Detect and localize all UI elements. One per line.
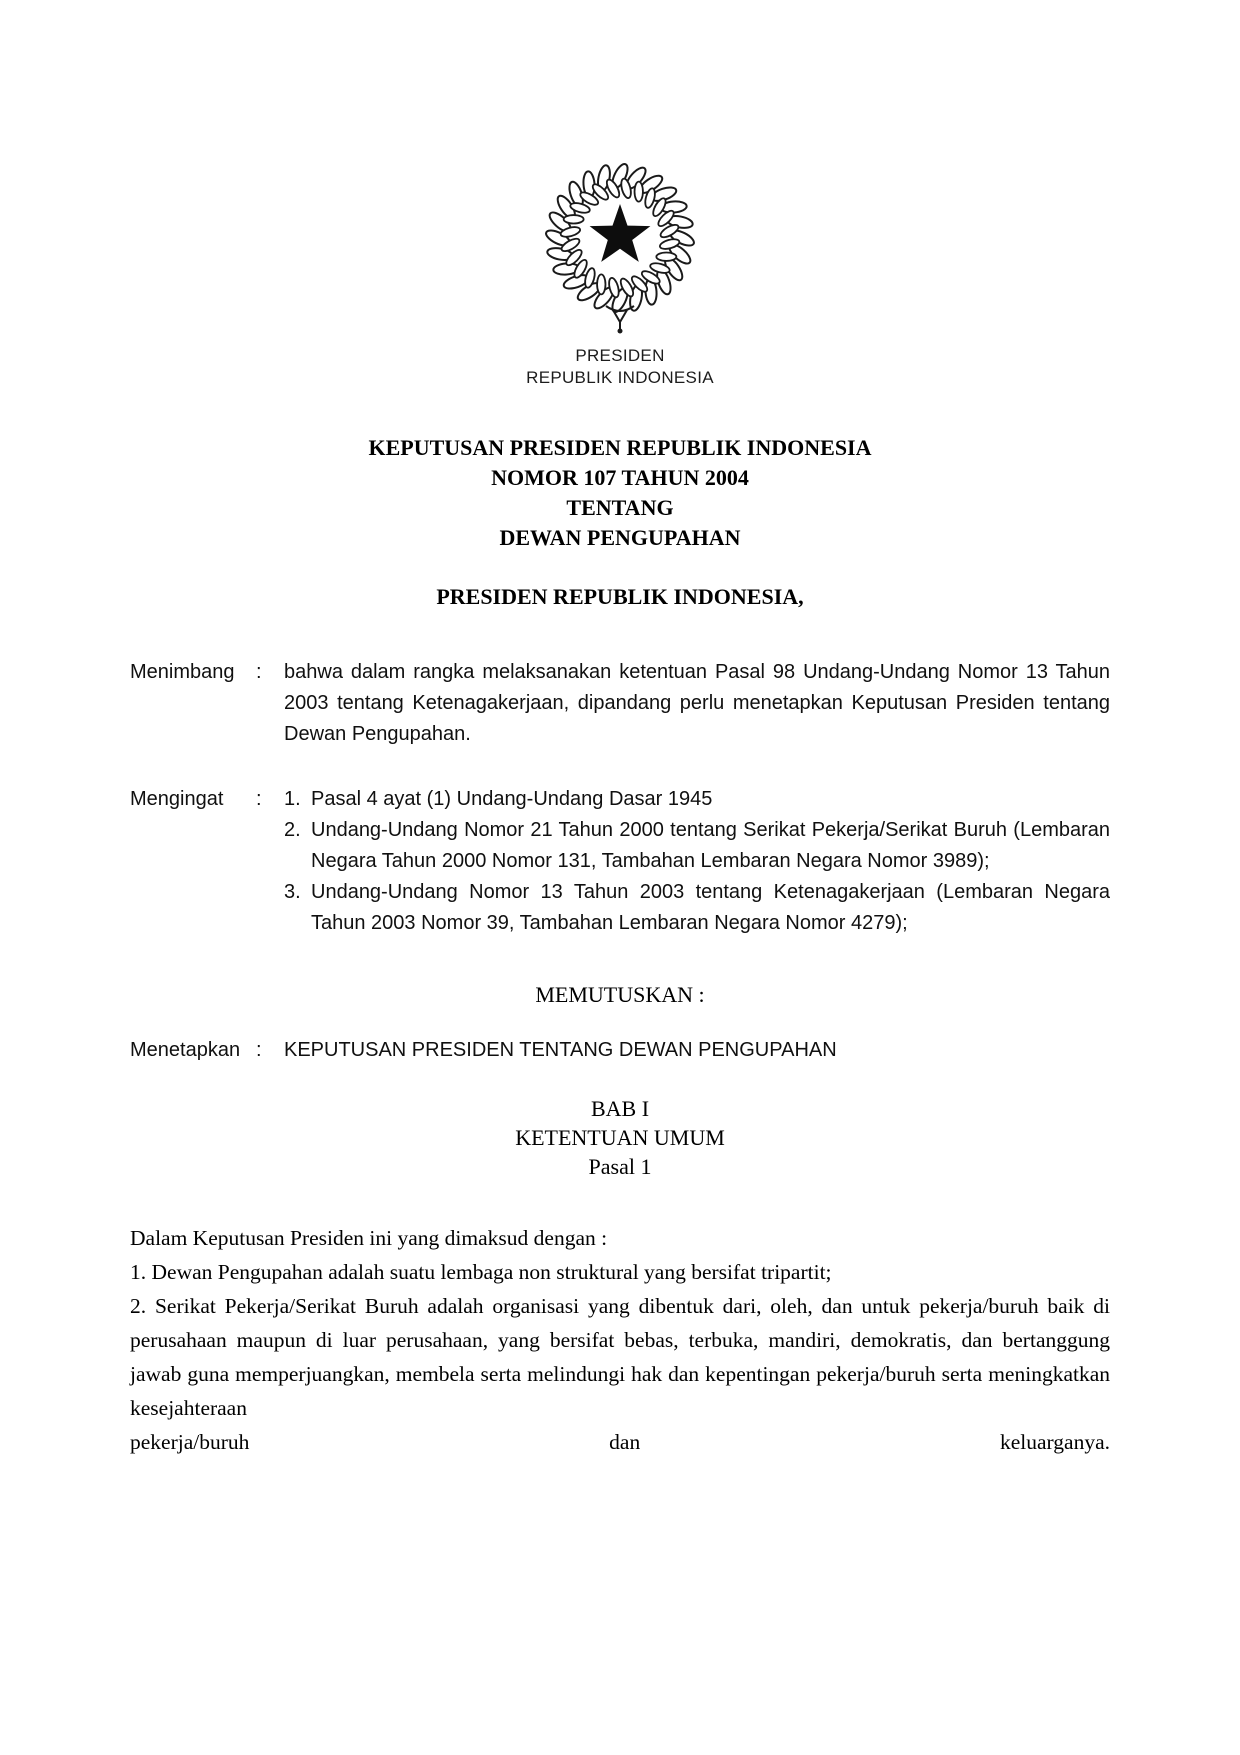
seal-block	[0, 0, 1240, 389]
body-last-line	[130, 1425, 1110, 1459]
chapter-heading-bab: BAB I	[590, 1096, 650, 1121]
menetapkan-colon: :	[256, 1039, 262, 1061]
mengingat-item-text: Undang-Undang Nomor 13 Tahun 2003 tentang Ketenagakerjaan (Lembaran Negara Tahun 2003 Nomor 39, Tambahan Lembaran Negara Nomor 4279);	[311, 881, 1110, 934]
chapter-heading	[130, 1094, 1110, 1181]
body-point-2: 2. Serikat Pekerja/Serikat Buruh adalah organisasi yang dibentuk dari, oleh, dan untuk pekerja/buruh baik di perusahaan maupun di luar perusahaan, yang bersifat bebas, terbuka, mandiri, demokratis, dan bertanggung jawab guna memperjuangkan, membela serta melindungi hak dan kepentingan pekerja/buruh serta meningkatkan kesejahteraan	[130, 1294, 1110, 1420]
mengingat-item-number: 2.	[284, 819, 301, 841]
menimbang-text: bahwa dalam rangka melaksanakan ketentuan Pasal 98 Undang-Undang Nomor 13 Tahun 2003 tentang Ketenagakerjaan, dipandang perlu menetapkan Keputusan Presiden tentang Dewan Pengupahan.	[284, 661, 1110, 745]
seal-caption-line1: PRESIDEN	[575, 346, 665, 365]
decree-title	[0, 433, 1240, 553]
mengingat-item-number: 1.	[284, 788, 301, 810]
body-intro: Dalam Keputusan Presiden ini yang dimaksud dengan :	[130, 1226, 608, 1250]
menimbang-section	[130, 657, 1110, 750]
mengingat-item	[284, 815, 1110, 877]
chapter-heading-pasal: Pasal 1	[588, 1154, 652, 1179]
menetapkan-section	[130, 1035, 1110, 1066]
wreath-tassel	[618, 329, 623, 334]
body-last-line-word3: keluarganya.	[999, 1430, 1110, 1454]
mengingat-item-number: 3.	[284, 881, 301, 903]
chapter-heading-title: KETENTUAN UMUM	[515, 1125, 725, 1150]
mengingat-section	[130, 784, 1110, 939]
seal-caption-line2: REPUBLIK INDONESIA	[526, 368, 714, 387]
document-content	[0, 657, 1240, 1459]
body-point-1: 1. Dewan Pengupahan adalah suatu lembaga non struktural yang bersifat tripartit;	[130, 1260, 832, 1284]
menimbang-colon: :	[256, 661, 262, 683]
decree-title-line4: DEWAN PENGUPAHAN	[499, 525, 741, 550]
mengingat-item	[284, 784, 1110, 815]
issuer-heading: PRESIDEN REPUBLIK INDONESIA,	[436, 584, 804, 609]
decree-title-line1: KEPUTUSAN PRESIDEN REPUBLIK INDONESIA	[368, 435, 872, 460]
mengingat-item	[284, 877, 1110, 939]
mengingat-label: Mengingat	[130, 788, 224, 810]
body-section	[130, 1221, 1110, 1459]
memutuskan-heading: MEMUTUSKAN :	[535, 982, 705, 1007]
seal-caption	[0, 345, 1240, 389]
mengingat-colon: :	[256, 788, 262, 810]
mengingat-item-text: Undang-Undang Nomor 21 Tahun 2000 tentang Serikat Pekerja/Serikat Buruh (Lembaran Negara Tahun 2000 Nomor 131, Tambahan Lembaran Negara Nomor 3989);	[311, 819, 1110, 872]
mengingat-list	[284, 784, 1110, 939]
decree-title-line2: NOMOR 107 TAHUN 2004	[491, 465, 749, 490]
star-icon	[590, 204, 651, 262]
menimbang-label: Menimbang	[130, 661, 235, 683]
decree-title-line3: TENTANG	[566, 495, 674, 520]
menetapkan-label: Menetapkan	[130, 1039, 241, 1061]
mengingat-item-text: Pasal 4 ayat (1) Undang-Undang Dasar 1945	[311, 788, 713, 810]
body-last-line-word2: dan	[609, 1430, 641, 1454]
body-last-line-word1: pekerja/buruh	[130, 1430, 250, 1454]
menetapkan-text: KEPUTUSAN PRESIDEN TENTANG DEWAN PENGUPAHAN	[284, 1039, 837, 1061]
presidential-seal-icon	[534, 158, 706, 334]
wreath	[544, 162, 697, 334]
